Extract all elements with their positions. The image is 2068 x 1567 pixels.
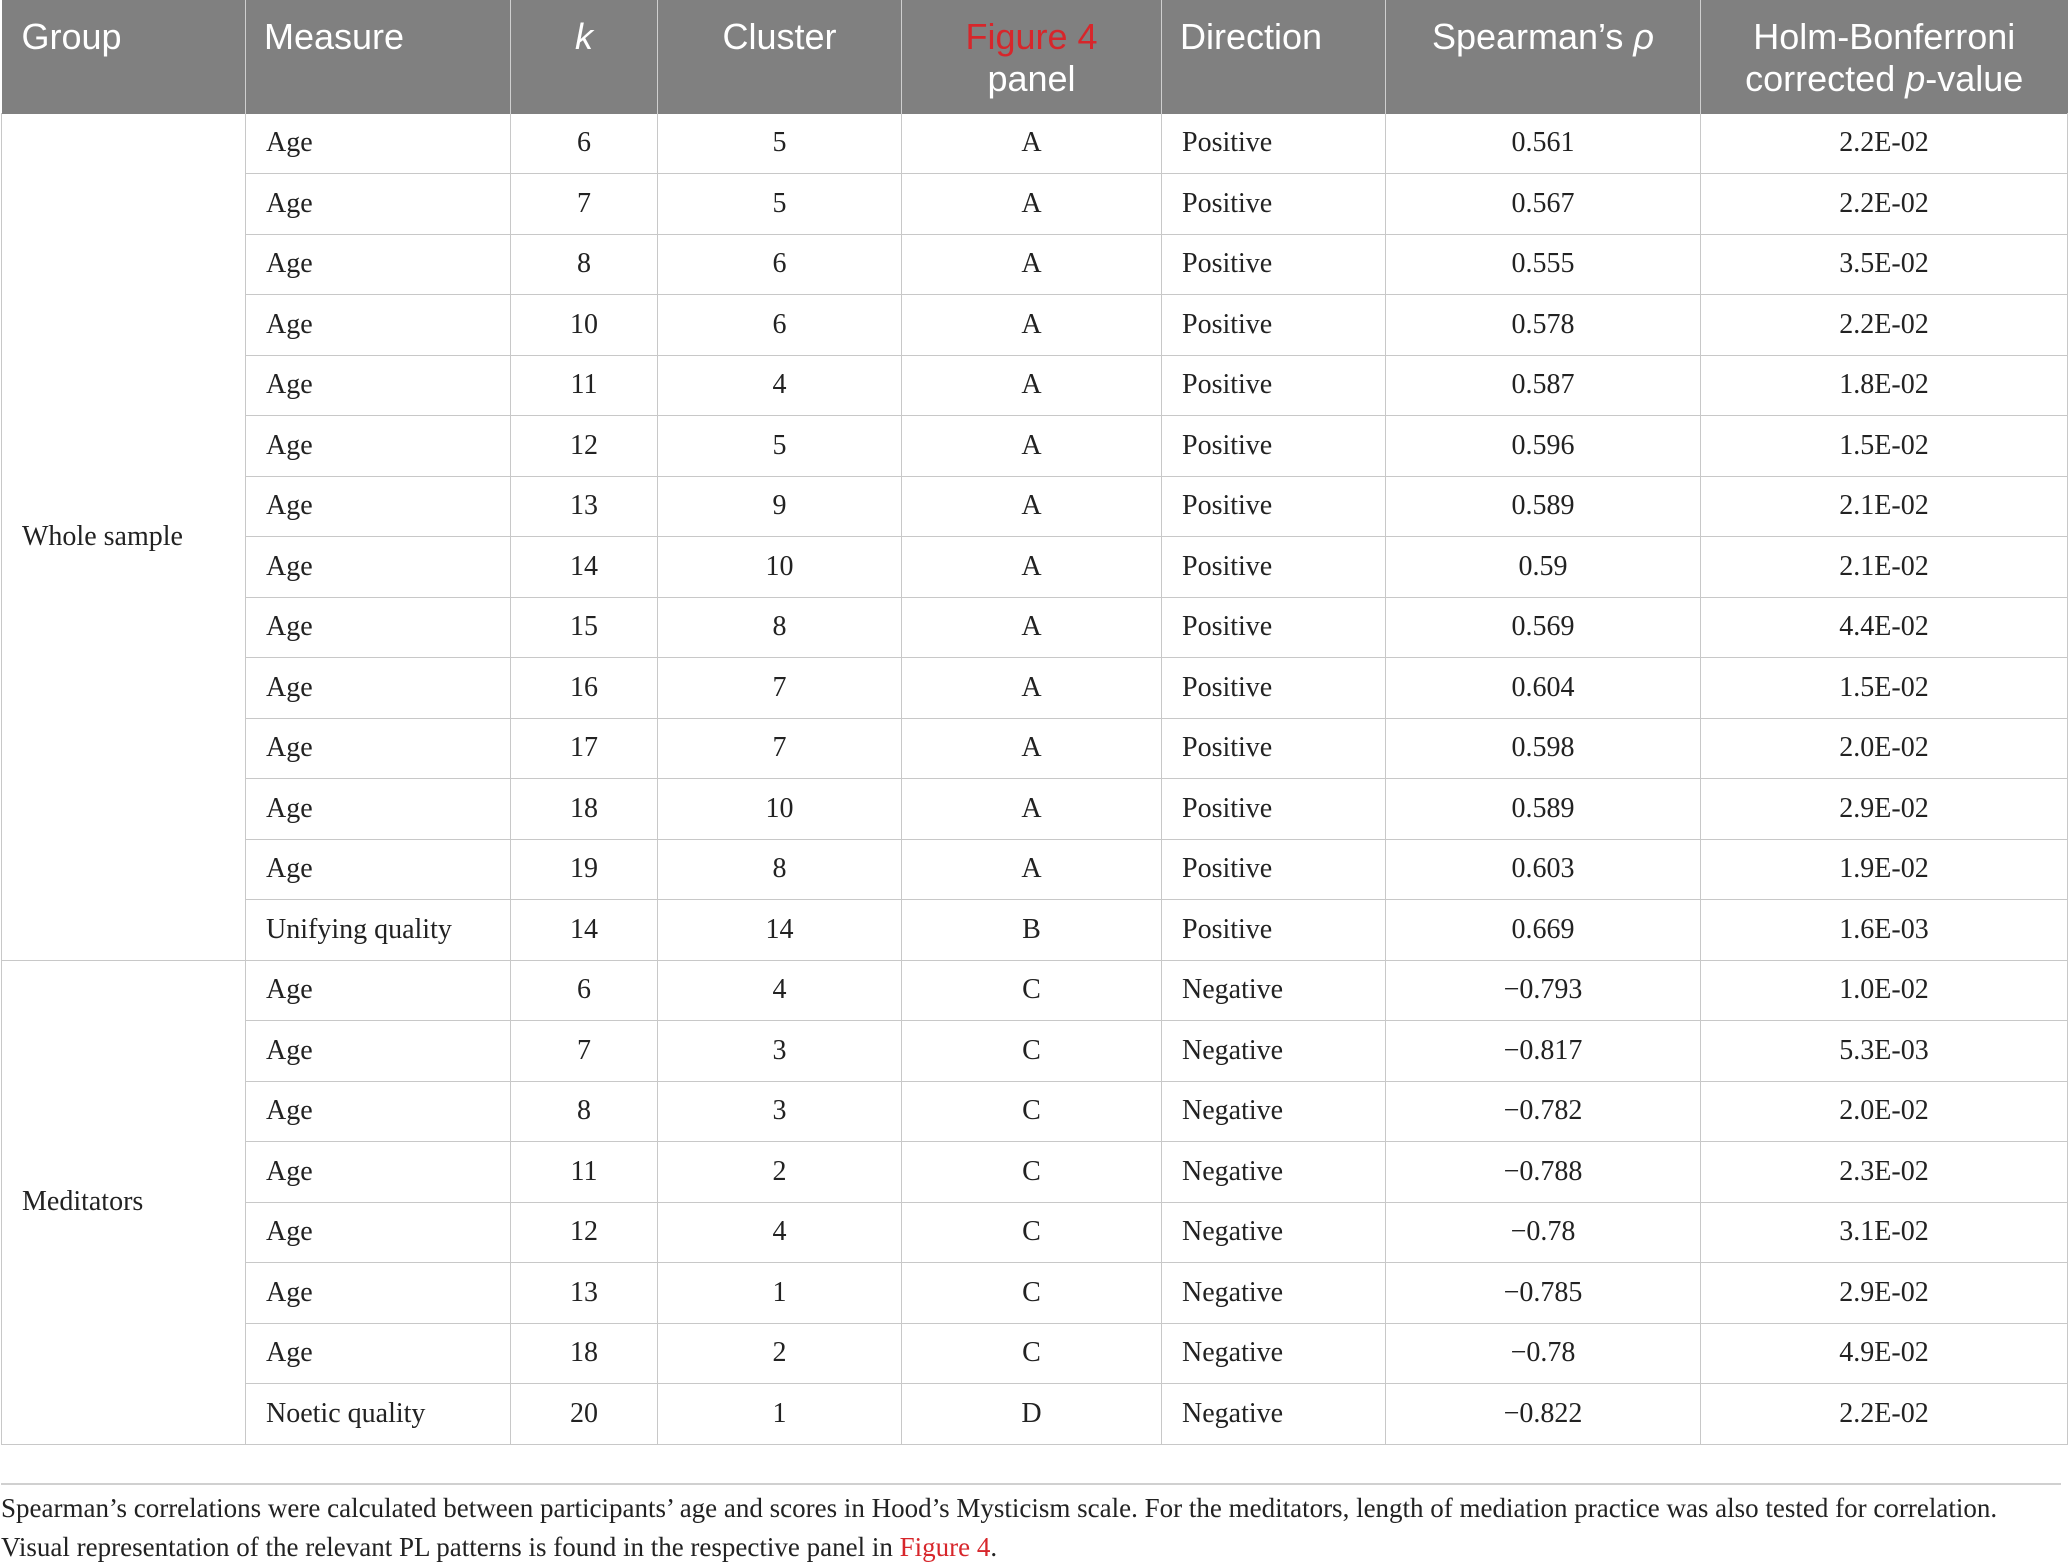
cell-corrected-p: 2.3E-02 xyxy=(1701,1142,2068,1203)
cell-k: 8 xyxy=(511,1081,658,1142)
cell-corrected-p: 3.1E-02 xyxy=(1701,1202,2068,1263)
cell-measure: Age xyxy=(246,779,511,840)
cell-direction: Positive xyxy=(1162,416,1386,477)
cell-k: 11 xyxy=(511,355,658,416)
cell-cluster: 10 xyxy=(658,779,902,840)
header-spearman xyxy=(1386,0,1701,113)
cell-cluster: 6 xyxy=(658,295,902,356)
cell-measure: Age xyxy=(246,537,511,598)
cell-cluster: 1 xyxy=(658,1384,902,1445)
table-row xyxy=(2,295,2068,356)
header-measure: Measure xyxy=(246,0,511,113)
cell-panel: A xyxy=(902,537,1162,598)
table-footnote xyxy=(1,1483,2061,1567)
cell-k: 7 xyxy=(511,1021,658,1082)
cell-measure: Unifying quality xyxy=(246,900,511,961)
cell-spearman-rho: −0.782 xyxy=(1386,1081,1701,1142)
cell-corrected-p: 2.9E-02 xyxy=(1701,1263,2068,1324)
cell-cluster: 4 xyxy=(658,355,902,416)
header-holm-line2-post: -value xyxy=(1925,58,2024,99)
cell-spearman-rho: 0.604 xyxy=(1386,658,1701,719)
cell-k: 11 xyxy=(511,1142,658,1203)
cell-panel: A xyxy=(902,234,1162,295)
cell-spearman-rho: 0.561 xyxy=(1386,113,1701,174)
cell-k: 13 xyxy=(511,476,658,537)
cell-k: 19 xyxy=(511,839,658,900)
cell-corrected-p: 2.2E-02 xyxy=(1701,174,2068,235)
table-row xyxy=(2,174,2068,235)
correlation-table xyxy=(1,0,2068,1445)
cell-cluster: 7 xyxy=(658,718,902,779)
cell-spearman-rho: 0.578 xyxy=(1386,295,1701,356)
header-holm-line2-pre: corrected xyxy=(1745,58,1906,99)
table-body xyxy=(2,113,2068,1444)
cell-cluster: 5 xyxy=(658,113,902,174)
cell-k: 10 xyxy=(511,295,658,356)
footnote-end: . xyxy=(990,1532,998,1562)
cell-corrected-p: 1.5E-02 xyxy=(1701,416,2068,477)
cell-panel: C xyxy=(902,1263,1162,1324)
cell-spearman-rho: −0.78 xyxy=(1386,1323,1701,1384)
cell-measure: Age xyxy=(246,718,511,779)
cell-direction: Positive xyxy=(1162,537,1386,598)
header-cluster: Cluster xyxy=(658,0,902,113)
cell-panel: A xyxy=(902,476,1162,537)
cell-spearman-rho: 0.589 xyxy=(1386,779,1701,840)
cell-k: 18 xyxy=(511,1323,658,1384)
cell-spearman-rho: −0.788 xyxy=(1386,1142,1701,1203)
cell-corrected-p: 4.4E-02 xyxy=(1701,597,2068,658)
cell-cluster: 8 xyxy=(658,597,902,658)
cell-corrected-p: 2.1E-02 xyxy=(1701,537,2068,598)
cell-cluster: 7 xyxy=(658,658,902,719)
cell-measure: Age xyxy=(246,1323,511,1384)
cell-measure: Age xyxy=(246,416,511,477)
cell-direction: Positive xyxy=(1162,597,1386,658)
cell-k: 14 xyxy=(511,900,658,961)
table-row xyxy=(2,416,2068,477)
cell-corrected-p: 2.2E-02 xyxy=(1701,295,2068,356)
cell-direction: Positive xyxy=(1162,658,1386,719)
cell-cluster: 2 xyxy=(658,1323,902,1384)
cell-spearman-rho: −0.817 xyxy=(1386,1021,1701,1082)
cell-corrected-p: 2.0E-02 xyxy=(1701,1081,2068,1142)
header-group: Group xyxy=(2,0,246,113)
cell-direction: Negative xyxy=(1162,960,1386,1021)
cell-measure: Age xyxy=(246,1202,511,1263)
cell-cluster: 3 xyxy=(658,1081,902,1142)
cell-k: 6 xyxy=(511,960,658,1021)
cell-measure: Age xyxy=(246,658,511,719)
table-row xyxy=(2,900,2068,961)
cell-corrected-p: 1.9E-02 xyxy=(1701,839,2068,900)
cell-direction: Negative xyxy=(1162,1323,1386,1384)
cell-direction: Positive xyxy=(1162,174,1386,235)
header-holm-line1: Holm-Bonferroni xyxy=(1753,16,2016,57)
cell-spearman-rho: 0.555 xyxy=(1386,234,1701,295)
table-row xyxy=(2,355,2068,416)
cell-cluster: 14 xyxy=(658,900,902,961)
cell-group: Whole sample xyxy=(2,113,246,960)
cell-panel: A xyxy=(902,174,1162,235)
cell-spearman-rho: 0.669 xyxy=(1386,900,1701,961)
cell-measure: Age xyxy=(246,960,511,1021)
cell-measure: Age xyxy=(246,295,511,356)
cell-k: 15 xyxy=(511,597,658,658)
header-direction: Direction xyxy=(1162,0,1386,113)
cell-cluster: 5 xyxy=(658,174,902,235)
cell-corrected-p: 2.1E-02 xyxy=(1701,476,2068,537)
cell-k: 17 xyxy=(511,718,658,779)
cell-spearman-rho: −0.785 xyxy=(1386,1263,1701,1324)
cell-measure: Age xyxy=(246,1021,511,1082)
cell-k: 18 xyxy=(511,779,658,840)
cell-direction: Negative xyxy=(1162,1021,1386,1082)
header-k xyxy=(511,0,658,113)
cell-direction: Positive xyxy=(1162,234,1386,295)
table-row xyxy=(2,113,2068,174)
cell-direction: Positive xyxy=(1162,718,1386,779)
cell-panel: A xyxy=(902,113,1162,174)
cell-cluster: 8 xyxy=(658,839,902,900)
table-row xyxy=(2,779,2068,840)
cell-cluster: 3 xyxy=(658,1021,902,1082)
figure-4-header-link[interactable]: Figure 4 xyxy=(965,16,1098,57)
table-row xyxy=(2,839,2068,900)
table-row xyxy=(2,476,2068,537)
cell-spearman-rho: 0.596 xyxy=(1386,416,1701,477)
cell-direction: Positive xyxy=(1162,900,1386,961)
header-panel-label: panel xyxy=(987,58,1076,99)
header-holm-p xyxy=(1701,0,2068,113)
cell-corrected-p: 2.2E-02 xyxy=(1701,113,2068,174)
cell-corrected-p: 2.0E-02 xyxy=(1701,718,2068,779)
table-row xyxy=(2,1384,2068,1445)
cell-direction: Positive xyxy=(1162,113,1386,174)
cell-k: 7 xyxy=(511,174,658,235)
figure-4-caption-link[interactable]: Figure 4 xyxy=(899,1532,991,1562)
table-row xyxy=(2,597,2068,658)
table-row xyxy=(2,1021,2068,1082)
cell-measure: Age xyxy=(246,1081,511,1142)
table-row xyxy=(2,960,2068,1021)
cell-k: 6 xyxy=(511,113,658,174)
cell-measure: Age xyxy=(246,839,511,900)
cell-corrected-p: 3.5E-02 xyxy=(1701,234,2068,295)
cell-panel: C xyxy=(902,1142,1162,1203)
cell-panel: C xyxy=(902,1021,1162,1082)
cell-panel: C xyxy=(902,960,1162,1021)
cell-cluster: 4 xyxy=(658,960,902,1021)
cell-corrected-p: 1.8E-02 xyxy=(1701,355,2068,416)
cell-corrected-p: 1.5E-02 xyxy=(1701,658,2068,719)
cell-measure: Age xyxy=(246,1263,511,1324)
cell-corrected-p: 2.2E-02 xyxy=(1701,1384,2068,1445)
cell-corrected-p: 5.3E-03 xyxy=(1701,1021,2068,1082)
cell-direction: Negative xyxy=(1162,1202,1386,1263)
table-row xyxy=(2,718,2068,779)
cell-spearman-rho: 0.569 xyxy=(1386,597,1701,658)
cell-measure: Age xyxy=(246,1142,511,1203)
cell-k: 8 xyxy=(511,234,658,295)
cell-direction: Positive xyxy=(1162,355,1386,416)
cell-spearman-rho: −0.78 xyxy=(1386,1202,1701,1263)
footnote-text: Spearman’s correlations were calculated between participants’ age and scores in Hood’s Mysticism scale. For the meditators, length of mediation practice was also tested for correlation. Visual representation of the relevant PL patterns is found in the respective panel in xyxy=(1,1493,1998,1562)
cell-spearman-rho: 0.59 xyxy=(1386,537,1701,598)
table-header xyxy=(2,0,2068,113)
cell-group: Meditators xyxy=(2,960,246,1444)
header-k-symbol: k xyxy=(575,16,593,57)
cell-panel: A xyxy=(902,658,1162,719)
cell-spearman-rho: 0.587 xyxy=(1386,355,1701,416)
table-row xyxy=(2,658,2068,719)
header-figure-panel xyxy=(902,0,1162,113)
cell-k: 14 xyxy=(511,537,658,598)
cell-direction: Positive xyxy=(1162,476,1386,537)
cell-measure: Age xyxy=(246,174,511,235)
cell-cluster: 2 xyxy=(658,1142,902,1203)
cell-panel: C xyxy=(902,1202,1162,1263)
table-row xyxy=(2,1142,2068,1203)
cell-k: 12 xyxy=(511,1202,658,1263)
cell-direction: Negative xyxy=(1162,1081,1386,1142)
cell-spearman-rho: −0.793 xyxy=(1386,960,1701,1021)
cell-panel: A xyxy=(902,416,1162,477)
cell-panel: A xyxy=(902,295,1162,356)
cell-cluster: 10 xyxy=(658,537,902,598)
header-rho-symbol: ρ xyxy=(1633,16,1655,57)
cell-cluster: 9 xyxy=(658,476,902,537)
cell-panel: A xyxy=(902,597,1162,658)
table-row xyxy=(2,1081,2068,1142)
cell-k: 13 xyxy=(511,1263,658,1324)
cell-measure: Age xyxy=(246,113,511,174)
cell-measure: Age xyxy=(246,597,511,658)
cell-cluster: 5 xyxy=(658,416,902,477)
cell-k: 12 xyxy=(511,416,658,477)
cell-direction: Positive xyxy=(1162,779,1386,840)
cell-panel: A xyxy=(902,355,1162,416)
cell-panel: A xyxy=(902,779,1162,840)
table-row xyxy=(2,1202,2068,1263)
cell-panel: B xyxy=(902,900,1162,961)
table-row xyxy=(2,1323,2068,1384)
cell-cluster: 4 xyxy=(658,1202,902,1263)
cell-corrected-p: 1.0E-02 xyxy=(1701,960,2068,1021)
cell-panel: A xyxy=(902,839,1162,900)
header-p-symbol: p xyxy=(1905,58,1926,99)
cell-measure: Noetic quality xyxy=(246,1384,511,1445)
cell-k: 16 xyxy=(511,658,658,719)
table-row xyxy=(2,1263,2068,1324)
cell-cluster: 1 xyxy=(658,1263,902,1324)
cell-corrected-p: 1.6E-03 xyxy=(1701,900,2068,961)
cell-measure: Age xyxy=(246,476,511,537)
cell-panel: C xyxy=(902,1081,1162,1142)
cell-k: 20 xyxy=(511,1384,658,1445)
cell-cluster: 6 xyxy=(658,234,902,295)
header-spearman-label: Spearman’s xyxy=(1431,16,1634,57)
table-row xyxy=(2,537,2068,598)
cell-spearman-rho: 0.598 xyxy=(1386,718,1701,779)
cell-panel: D xyxy=(902,1384,1162,1445)
cell-measure: Age xyxy=(246,355,511,416)
cell-direction: Positive xyxy=(1162,295,1386,356)
cell-direction: Negative xyxy=(1162,1142,1386,1203)
cell-spearman-rho: 0.567 xyxy=(1386,174,1701,235)
cell-panel: A xyxy=(902,718,1162,779)
table-row xyxy=(2,234,2068,295)
cell-corrected-p: 2.9E-02 xyxy=(1701,779,2068,840)
header-row xyxy=(2,0,2068,113)
cell-direction: Negative xyxy=(1162,1384,1386,1445)
cell-measure: Age xyxy=(246,234,511,295)
cell-direction: Positive xyxy=(1162,839,1386,900)
cell-spearman-rho: 0.603 xyxy=(1386,839,1701,900)
cell-corrected-p: 4.9E-02 xyxy=(1701,1323,2068,1384)
cell-spearman-rho: 0.589 xyxy=(1386,476,1701,537)
cell-direction: Negative xyxy=(1162,1263,1386,1324)
cell-panel: C xyxy=(902,1323,1162,1384)
cell-spearman-rho: −0.822 xyxy=(1386,1384,1701,1445)
